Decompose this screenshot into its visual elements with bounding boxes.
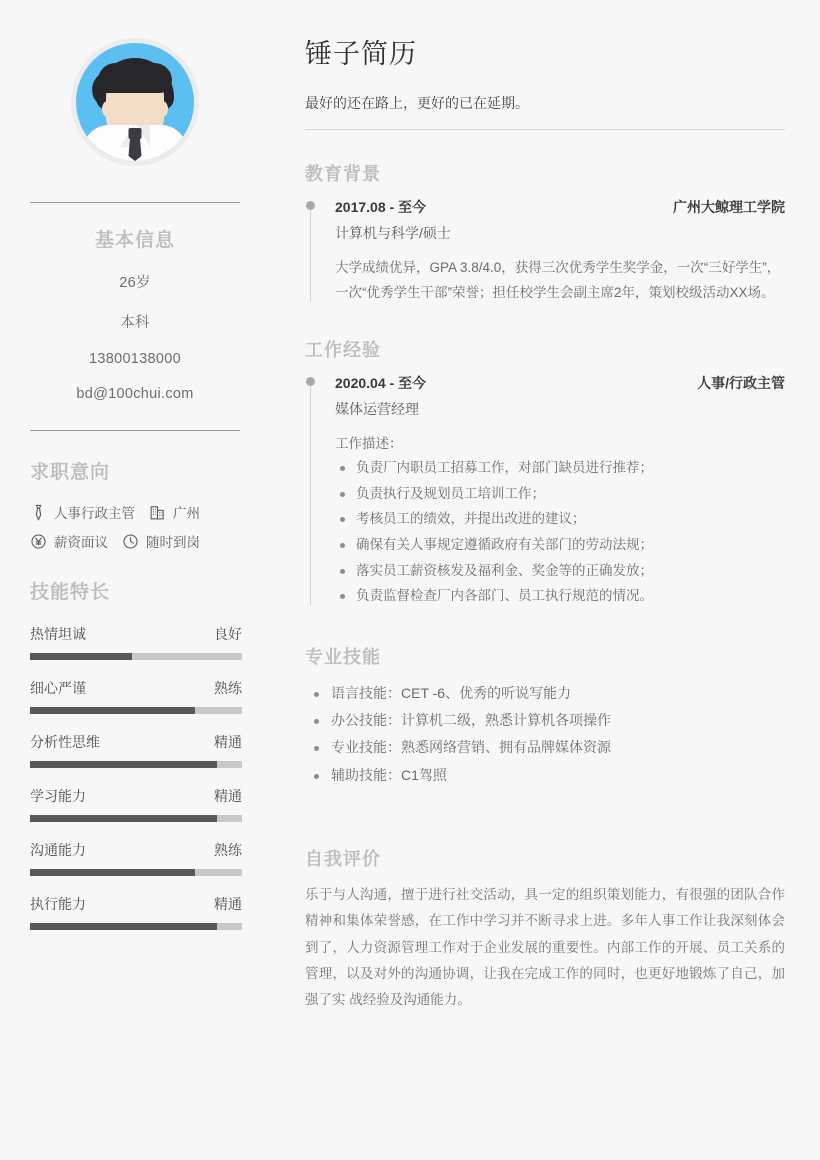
title-divider bbox=[305, 129, 785, 130]
work-date: 2020.04 - 至今 bbox=[335, 374, 427, 391]
sidebar-divider-top bbox=[30, 202, 240, 203]
avatar-fringe-icon bbox=[98, 63, 172, 93]
skill-level: 熟练 bbox=[214, 680, 242, 696]
sidebar bbox=[0, 0, 270, 1160]
section-self-evaluation bbox=[305, 845, 785, 1014]
work-bullet-item: 负责执行及规划员工培训工作； bbox=[335, 481, 785, 507]
skill-item bbox=[30, 840, 242, 876]
basic-info-email: bd@100chui.com bbox=[76, 386, 194, 402]
skill-name: 热情坦诚 bbox=[30, 626, 86, 642]
skill-item bbox=[30, 678, 242, 714]
clock-icon bbox=[122, 533, 139, 550]
basic-info-degree: 本科 bbox=[120, 315, 150, 331]
job-intention-position bbox=[30, 502, 135, 522]
work-bullet-item: 落实员工薪资核发及福利金、奖金等的正确发放； bbox=[335, 558, 785, 584]
timeline-dot-icon bbox=[306, 377, 315, 386]
avatar bbox=[71, 38, 199, 166]
skills-heading: 技能特长 bbox=[30, 582, 111, 603]
skill-level: 良好 bbox=[214, 626, 242, 642]
avatar-ear-right-icon bbox=[157, 101, 168, 117]
page-title: 锤子简历 bbox=[305, 39, 417, 69]
skill-level: 精通 bbox=[214, 896, 242, 912]
skill-bar-track bbox=[30, 761, 242, 768]
education-major: 计算机与科学/硕士 bbox=[335, 225, 451, 241]
section-professional-skills bbox=[305, 643, 785, 789]
skill-level: 精通 bbox=[214, 734, 242, 750]
skill-bar-fill bbox=[30, 653, 132, 660]
job-intention-availability-label: 随时到岗 bbox=[146, 535, 200, 550]
skill-bar-track bbox=[30, 815, 242, 822]
professional-skill-item: 专业技能：熟悉网络营销、拥有品牌媒体资源 bbox=[310, 734, 785, 761]
skill-bar-track bbox=[30, 869, 242, 876]
section-work-experience bbox=[305, 336, 785, 609]
yen-circle-icon bbox=[30, 533, 47, 550]
work-description-label: 工作描述： bbox=[335, 435, 403, 451]
job-intention-heading: 求职意向 bbox=[30, 462, 111, 483]
professional-skills-heading: 专业技能 bbox=[305, 646, 381, 667]
education-school: 广州大鲸理工学院 bbox=[673, 199, 785, 215]
skill-item bbox=[30, 894, 242, 930]
basic-info-age: 26岁 bbox=[119, 275, 151, 291]
work-heading: 工作经验 bbox=[305, 339, 381, 360]
skill-bar-track bbox=[30, 653, 242, 660]
job-intention-row bbox=[30, 502, 270, 522]
skill-name: 细心严谨 bbox=[30, 680, 86, 696]
job-intention-list bbox=[30, 502, 270, 551]
avatar-tie-knot-icon bbox=[129, 128, 142, 139]
tie-icon bbox=[30, 504, 47, 521]
page-subtitle: 最好的还在路上，更好的已在延期。 bbox=[305, 95, 529, 111]
skill-bar-fill bbox=[30, 707, 195, 714]
skill-level: 精通 bbox=[214, 788, 242, 804]
work-bullet-item: 负责厂内职员工招募工作，对部门缺员进行推荐； bbox=[335, 455, 785, 481]
sidebar-divider-bottom bbox=[30, 430, 240, 431]
building-icon bbox=[149, 504, 166, 521]
skill-level: 熟练 bbox=[214, 842, 242, 858]
job-intention-position-label: 人事行政主管 bbox=[54, 506, 135, 521]
skill-name: 学习能力 bbox=[30, 788, 86, 804]
education-description: 大学成绩优异，GPA 3.8/4.0，获得三次优秀学生奖学金，一次“三好学生”，一次“优秀学生干部”荣誉；担任校学生会副主席2年，策划校级活动XX场。 bbox=[335, 260, 781, 300]
job-intention-salary-label: 薪资面议 bbox=[54, 535, 108, 550]
professional-skill-item: 办公技能：计算机二级，熟悉计算机各项操作 bbox=[310, 707, 785, 734]
avatar-ear-left-icon bbox=[102, 101, 113, 117]
skill-bar-fill bbox=[30, 761, 217, 768]
main-content bbox=[270, 0, 820, 1160]
education-date: 2017.08 - 至今 bbox=[335, 199, 427, 215]
skill-name: 沟通能力 bbox=[30, 842, 86, 858]
work-bullet-item: 考核员工的绩效，并提出改进的建议； bbox=[335, 506, 785, 532]
education-timeline bbox=[305, 197, 785, 306]
job-intention-salary bbox=[30, 531, 108, 551]
professional-skill-item: 语言技能：CET -6、优秀的听说写能力 bbox=[310, 680, 785, 707]
skill-bar-fill bbox=[30, 815, 217, 822]
job-intention-city-label: 广州 bbox=[173, 506, 200, 521]
education-heading: 教育背景 bbox=[305, 164, 381, 184]
avatar-container bbox=[0, 38, 270, 166]
job-intention-city bbox=[149, 502, 200, 522]
work-bullet-item: 负责监督检查厂内各部门、员工执行规范的情况。 bbox=[335, 583, 785, 609]
professional-skill-item: 辅助技能：C1驾照 bbox=[310, 762, 785, 789]
basic-info-heading: 基本信息 bbox=[94, 230, 175, 251]
skills-list bbox=[30, 624, 242, 930]
self-evaluation-text: 乐于与人沟通，擅于进行社交活动，具一定的组织策划能力，有很强的团队合作精神和集体荣誉感，在工作中学习并不断寻求上进。多年人事工作让我深刻体会到了，人力资源管理工作对于企业发展的重要性。内部工作的开展、员工关系的管理，以及对外的沟通协调，让我在完成工作的同时，也更好地锻炼了自己，加强了实 战经验及沟通能力。 bbox=[305, 886, 785, 1008]
job-intention-availability bbox=[122, 531, 200, 551]
work-company: 人事/行政主管 bbox=[697, 374, 785, 391]
self-evaluation-heading: 自我评价 bbox=[305, 848, 381, 869]
skill-bar-fill bbox=[30, 923, 217, 930]
skill-item bbox=[30, 732, 242, 768]
work-role: 媒体运营经理 bbox=[335, 400, 419, 417]
job-intention-row bbox=[30, 531, 270, 551]
skill-bar-track bbox=[30, 923, 242, 930]
skill-bar-track bbox=[30, 707, 242, 714]
work-timeline bbox=[305, 373, 785, 609]
professional-skills-list bbox=[310, 680, 785, 789]
skill-bar-fill bbox=[30, 869, 195, 876]
section-education bbox=[305, 160, 785, 306]
work-bullet-list bbox=[335, 455, 785, 609]
skill-name: 执行能力 bbox=[30, 896, 86, 912]
work-bullet-item: 确保有关人事规定遵循政府有关部门的劳动法规； bbox=[335, 532, 785, 558]
skill-item bbox=[30, 786, 242, 822]
skill-item bbox=[30, 624, 242, 660]
basic-info-phone: 13800138000 bbox=[88, 351, 181, 367]
skill-name: 分析性思维 bbox=[30, 734, 100, 750]
timeline-dot-icon bbox=[306, 201, 315, 210]
